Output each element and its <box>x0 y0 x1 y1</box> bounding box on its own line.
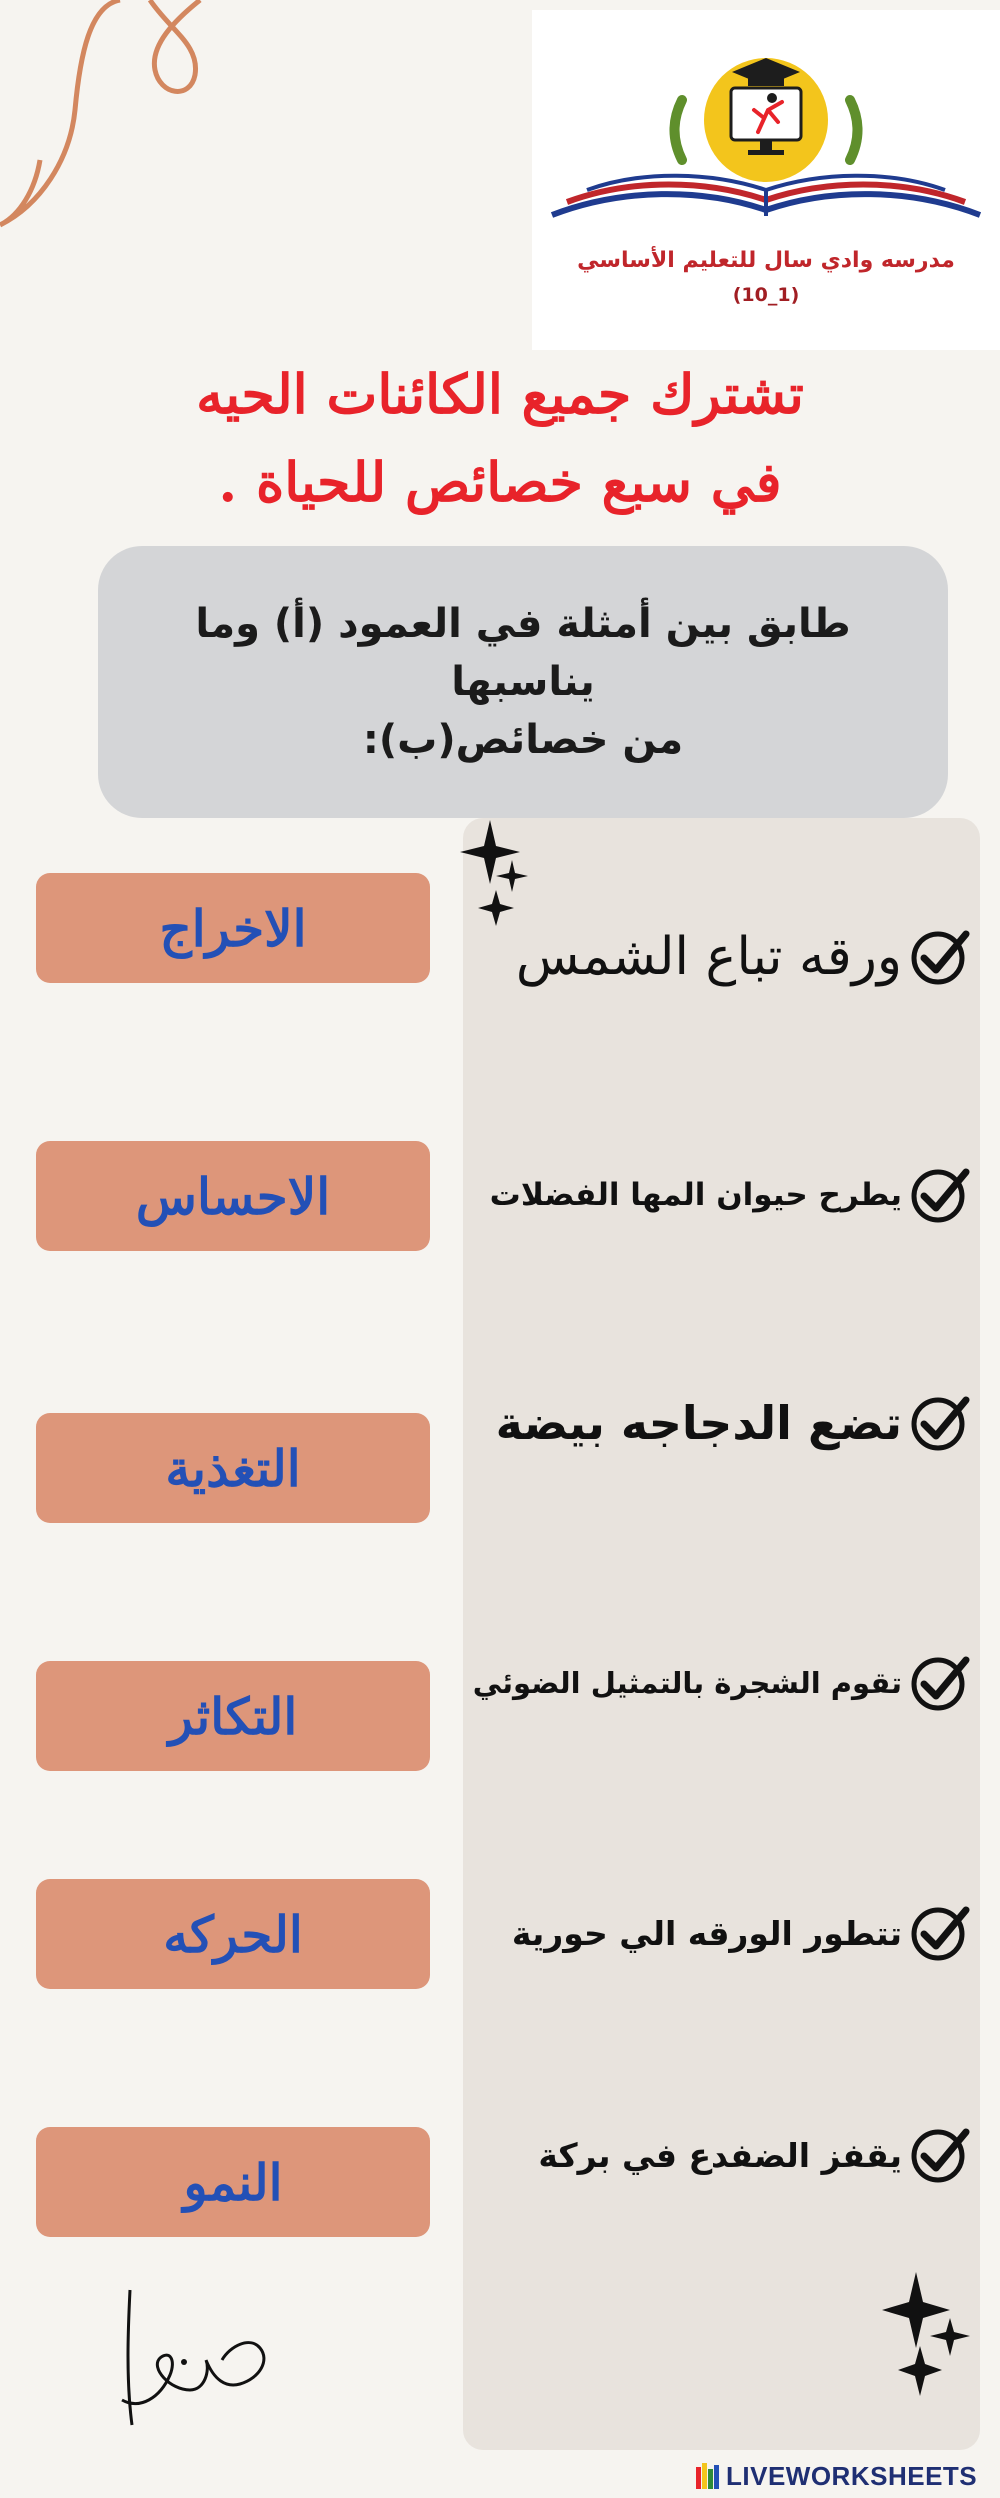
property-button-sensation[interactable]: الاحساس <box>36 1141 430 1251</box>
property-button-growth[interactable]: النمو <box>36 2127 430 2237</box>
check-circle-icon <box>908 1902 970 1964</box>
school-code: (10_1) <box>732 284 800 306</box>
worksheet-headline <box>60 350 940 526</box>
property-button-movement[interactable]: الحركه <box>36 1879 430 1989</box>
check-circle-icon <box>908 1164 970 1226</box>
handwritten-signature <box>110 2280 280 2430</box>
example-text: يطرح حيوان المها الفضلات <box>489 1177 902 1213</box>
instruction-line-1: طابق بين أمثلة في العمود (أ) وما يناسبها <box>195 601 851 705</box>
liveworksheets-logo-icon <box>696 2463 720 2489</box>
example-text: تضع الدجاجه بيضة <box>495 1396 902 1450</box>
headline-line-1: تشترك جميع الكائنات الحيه <box>196 362 804 426</box>
example-item <box>466 1638 970 1728</box>
decorative-curve <box>0 0 220 240</box>
instruction-box <box>98 546 948 818</box>
property-button-excretion[interactable]: الاخراج <box>36 873 430 983</box>
property-button-reproduction[interactable]: التكاثر <box>36 1661 430 1771</box>
check-circle-icon <box>908 1392 970 1454</box>
example-item <box>466 1150 970 1240</box>
example-item <box>466 2110 970 2200</box>
example-text: ورقه تباع الشمس <box>515 927 902 987</box>
example-item <box>466 1888 970 1978</box>
example-item <box>466 1378 970 1468</box>
check-circle-icon <box>908 2124 970 2186</box>
school-logo-card <box>532 10 1000 350</box>
example-text: يقفز الضفدع في بركة <box>538 2135 902 2175</box>
instruction-line-2: من خصائص(ب): <box>362 717 684 763</box>
check-circle-icon <box>908 926 970 988</box>
sparkle-icon <box>880 2270 976 2400</box>
property-button-nutrition[interactable]: التغذية <box>36 1413 430 1523</box>
check-circle-icon <box>908 1652 970 1714</box>
column-a-panel <box>463 818 980 2450</box>
example-item <box>466 912 970 1002</box>
liveworksheets-watermark <box>696 2459 996 2493</box>
example-text: تتطور الورقه الي حورية <box>511 1913 902 1953</box>
example-text: تقوم الشجرة بالتمثيل الضوئي <box>472 1666 902 1700</box>
headline-line-2: في سبع خصائص للحياة . <box>218 450 782 514</box>
instruction-text <box>133 595 913 769</box>
watermark-text: LIVEWORKSHEETS <box>726 2460 978 2491</box>
school-name: مدرسه وادي سال للتعليم الأساسي <box>577 248 955 273</box>
